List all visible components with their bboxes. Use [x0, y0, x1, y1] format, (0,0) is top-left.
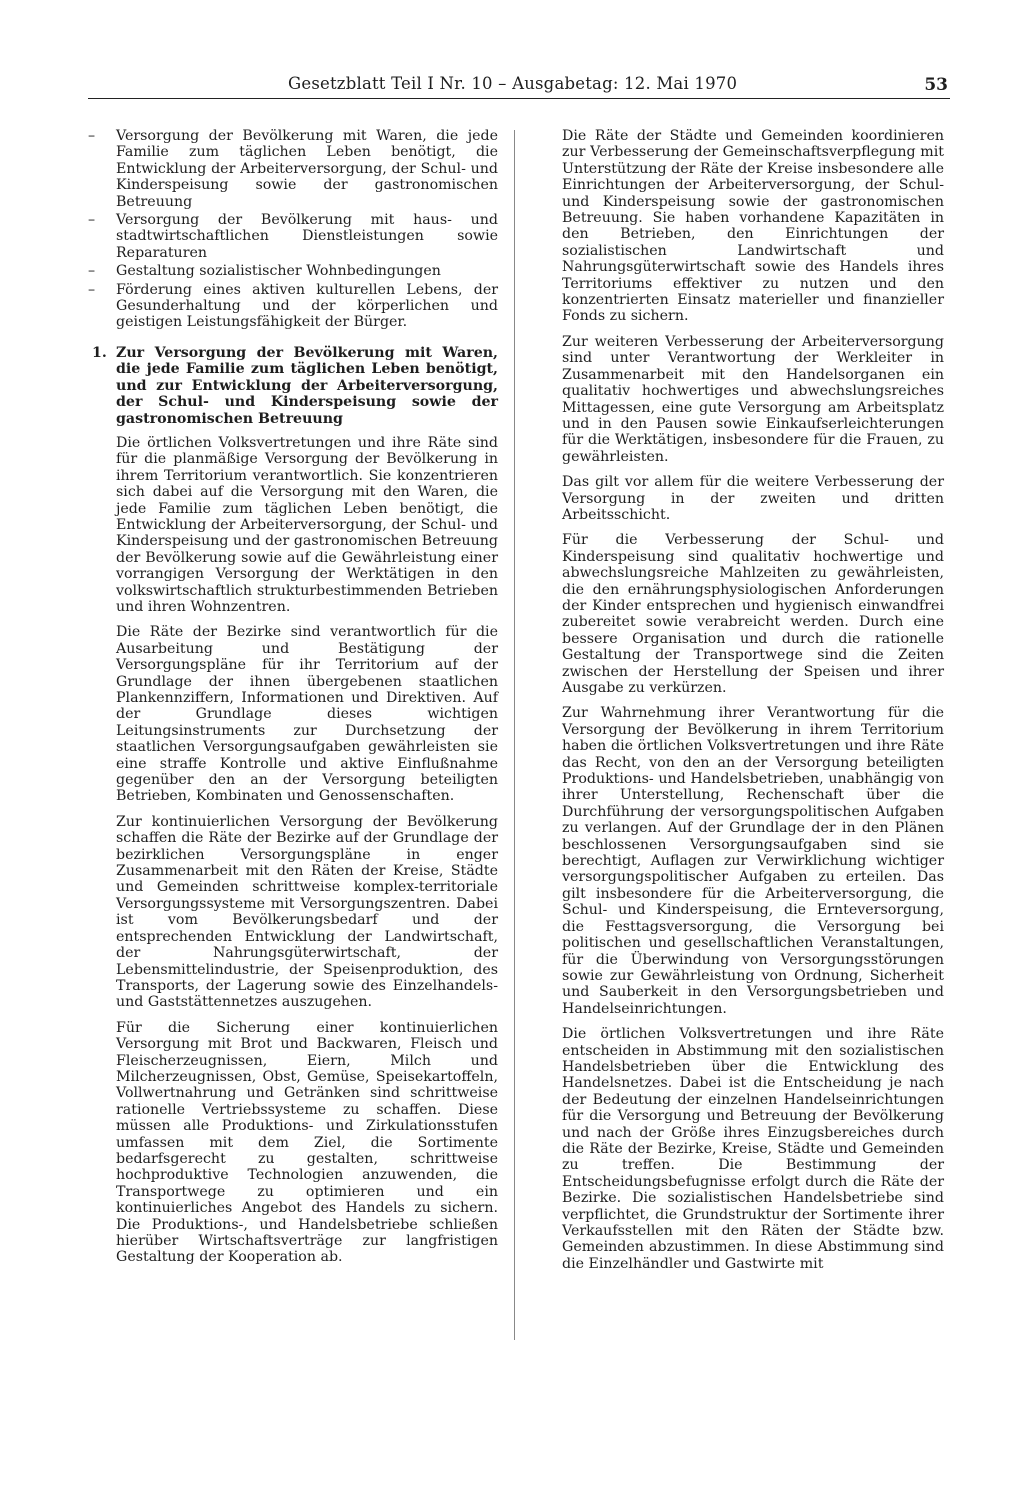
bullet-dash: –: [88, 128, 96, 144]
section-heading: [88, 345, 498, 427]
bullet-dash: –: [88, 281, 96, 298]
paragraph: Die örtlichen Volksvertretungen und ihre Räte sind für die planmäßige Versorgung der Bevölkerung in ihrem Territorium verantwortlich. Sie konzentrieren sich dabei auf die Versorgung mit den Waren, die jede Familie zum täglichen Leben benötigt, die Entwicklung der Arbeiterversorgung, der Schul- und Kinderspeisung und der gastronomischen Betreuung der Bevölkerung sowie auf die Gewährleistung einer vorrangigen Versorgung der Werktätigen in den volkswirtschaftlich strukturbestimmenden Betrieben und ihren Wohnzentren.: [116, 434, 498, 615]
section-number: 1.: [92, 344, 107, 361]
list-item: [88, 282, 498, 331]
gazette-title: Gesetzblatt Teil I Nr. 10 – Ausgabetag: 12. Mai 1970: [288, 74, 738, 93]
right-column: [562, 128, 944, 1281]
list-item: [88, 263, 498, 279]
bullet-list: [88, 128, 498, 331]
page-header: [88, 72, 950, 99]
list-item: [88, 128, 498, 210]
paragraph: Die Räte der Städte und Gemeinden koordinieren zur Verbesserung der Gemeinschaftsverpflegung mit Unterstützung der Räte der Kreise insbesondere alle Einrichtungen der Arbeiterversorgung, der Schul- und Kinderspeisung sowie der gastronomischen Betreuung. Sie haben vorhandene Kapazitäten in den Betrieben, den Einrichtungen der sozialistischen Landwirtschaft und Nahrungsgüterwirtschaft sowie des Handels ihres Territoriums effektiver zu nutzen und den konzentrierten Einsatz materieller und finanzieller Fonds zu sichern.: [562, 128, 944, 325]
bullet-dash: –: [88, 263, 96, 280]
list-item: [88, 212, 498, 261]
list-item-text: Förderung eines aktiven kulturellen Lebens, der Gesunderhaltung und der körperlichen und geistigen Leistungsfähigkeit der Bürger.: [116, 281, 498, 331]
section-body: [88, 435, 498, 1266]
paragraph: Die Räte der Bezirke sind verantwortlich für die Ausarbeitung und Bestätigung der Versorgungspläne für ihr Territorium auf der Grundlage der ihnen übergebenen staatlichen Plankennziffern, Informationen und Direktiven. Auf der Grundlage dieses wichtigen Leitungsinstruments zur Durchsetzung der staatlichen Versorgungsaufgaben gewährleisten sie eine straffe Kontrolle und aktive Einflußnahme gegenüber den an der Versorgung beteiligten Betrieben, Kombinaten und Genossenschaften.: [116, 624, 498, 805]
list-item-text: Versorgung der Bevölkerung mit haus- und stadtwirtschaftlichen Dienstleistungen sowie Reparaturen: [116, 212, 498, 261]
paragraph: Zur Wahrnehmung ihrer Verantwortung für die Versorgung der Bevölkerung in ihrem Territorium haben die örtlichen Volksvertretungen und ihre Räte das Recht, von den an der Versorgung beteiligten Produktions- und Handelsbetrieben, unabhängig von ihrer Unterstellung, Rechenschaft über die Durchführung der versorgungspolitischen Aufgaben zu verlangen. Auf der Grundlage der in den Plänen beschlossenen Versorgungsaufgaben sind sie berechtigt, Auflagen zur Verwirklichung wichtiger versorgungspolitischer Aufgaben zu erteilen. Das gilt insbesondere für die Arbeiterversorgung, die Schul- und Kinderspeisung, die Ernteversorgung, die Festtagsversorgung, die Versorgung bei politischen und gesellschaftlichen Veranstaltungen, für die Überwindung von Versorgungsstörungen sowie zur Gewährleistung von Ordnung, Sicherheit und Sauberkeit in den Versorgungsbetrieben und Handelseinrichtungen.: [562, 705, 944, 1017]
list-item-text: Gestaltung sozialistischer Wohnbedingungen: [116, 263, 441, 280]
column-divider: [514, 130, 515, 1340]
paragraph: Die örtlichen Volksvertretungen und ihre Räte entscheiden in Abstimmung mit den sozialistischen Handelsbetrieben über die Entwicklung des Handelsnetzes. Dabei ist die Entscheidung je nach der Bedeutung der einzelnen Handelseinrichtungen für die Versorgung und Betreuung der Bevölkerung und nach der Größe ihres Einzugsbereiches durch die Räte der Bezirke, Kreise, Städte und Gemeinden zu treffen. Die Bestimmung der Entscheidungsbefugnisse erfolgt durch die Räte der Bezirke. Die sozialistischen Handelsbetriebe sind verpflichtet, die Grundstruktur der Sortimente ihrer Verkaufsstellen mit den Räten der Städte bzw. Gemeinden abzustimmen. In diese Abstimmung sind die Einzelhändler und Gastwirte mit: [562, 1026, 944, 1272]
bullet-dash: –: [88, 212, 96, 229]
paragraph: Für die Verbesserung der Schul- und Kinderspeisung sind qualitativ hochwertige und abwechslungsreiche Mahlzeiten zu gewährleisten, die den ernährungsphysiologischen Anforderungen der Kinder entsprechen und hygienisch einwandfrei zubereitet sowie verabreicht werden. Durch eine bessere Organisation und durch die rationelle Gestaltung der Transportwege sind die Zeiten zwischen der Herstellung der Speisen und ihrer Ausgabe zu verkürzen.: [562, 532, 944, 696]
page-number: 53: [924, 75, 948, 95]
paragraph: Zur weiteren Verbesserung der Arbeiterversorgung sind unter Verantwortung der Werkleiter in Zusammenarbeit mit den Handelsorganen ein qualitativ hochwertiges und abwechslungsreiches Mittagessen, eine gute Versorgung am Arbeitsplatz und in den Pausen sowie Einkaufserleichterungen für die Werktätigen, insbesondere für die Frauen, zu gewährleisten.: [562, 333, 944, 465]
paragraph: Für die Sicherung einer kontinuierlichen Versorgung mit Brot und Backwaren, Fleisch und Fleischerzeugnissen, Eiern, Milch und Milcherzeugnissen, Obst, Gemüse, Speisekartoffeln, Vollwertnahrung und Getränken sind schrittweise rationelle Vertriebssysteme zu schaffen. Diese müssen alle Produktions- und Zirkulationsstufen umfassen mit dem Ziel, die Sortimente bedarfsgerecht zu gestalten, schrittweise hochproduktive Technologien anzuwenden, die Transportwege zu optimieren und ein kontinuierliches Angebot des Handels zu sichern. Die Produktions-, und Handelsbetriebe schließen hierüber Wirtschaftsverträge zur langfristigen Gestaltung der Kooperation ab.: [116, 1019, 498, 1266]
paragraph: Zur kontinuierlichen Versorgung der Bevölkerung schaffen die Räte der Bezirke auf der Grundlage der bezirklichen Versorgungspläne in enger Zusammenarbeit mit den Räten der Kreise, Städte und Gemeinden schrittweise komplex-territoriale Versorgungssysteme mit Versorgungszentren. Dabei ist vom Bevölkerungsbedarf und der entsprechenden Entwicklung der Landwirtschaft, der Nahrungsgüterwirtschaft, der Lebensmittelindustrie, der Speisenproduktion, des Transports, der Lagerung sowie des Einzelhandels- und Gaststättennetzes auszugehen.: [116, 813, 498, 1011]
paragraph: Das gilt vor allem für die weitere Verbesserung der Versorgung in der zweiten und dritten Arbeitsschicht.: [562, 474, 944, 523]
left-column: [88, 128, 498, 1275]
list-item-text: Versorgung der Bevölkerung mit Waren, die jede Familie zum täglichen Leben benötigt, die Entwicklung der Arbeiterversorgung, der Schul- und Kinderspeisung sowie der gastronomischen Betreuung: [116, 128, 498, 210]
section-heading-text: Zur Versorgung der Bevölkerung mit Waren, die jede Familie zum täglichen Leben benötigt, und zur Entwicklung der Arbeiterversorgung, der Schul- und Kinderspeisung sowie der gastronomischen Betreuung: [116, 344, 498, 427]
